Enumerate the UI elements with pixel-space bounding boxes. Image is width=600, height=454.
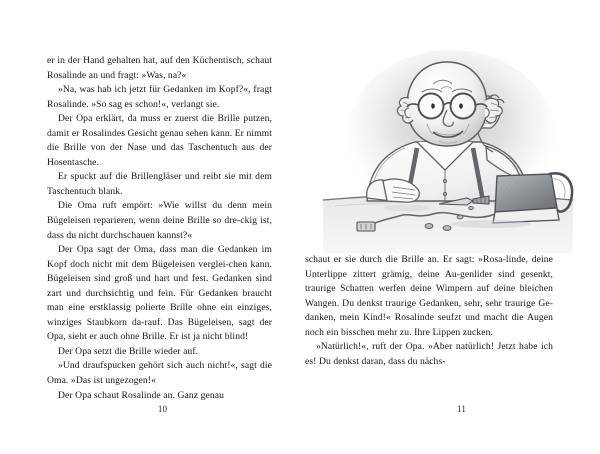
paragraph: Der Opa schaut Rosalinde an. Ganz genau <box>58 389 224 401</box>
right-page-text-block <box>305 253 553 369</box>
paragraph: Der Opa sagt der Oma, dass man die Gedanken im Kopf doch nicht mit dem Bügeleisen verglei-chen kann. Bügeleisen sind groß und hart und fest. Gedanken sind zart und durchsichtig und fein. Für Gedanken braucht man eine erstklassig polierte Brille ohne ein einziges, winziges Staubkorn da-rauf. Das Bügeleisen, sagt der Opa, sieht er auch ohne Brille. Er ist ja nicht blind! <box>47 244 272 343</box>
right-page <box>300 0 600 454</box>
paragraph: »Na, was hab ich jetzt für Gedanken im Kopf?«, fragt Rosalinde. »So sag es schon!«, verlangt sie. <box>47 84 272 110</box>
page-number-left: 10 <box>157 404 168 414</box>
page-number-right: 11 <box>456 404 467 414</box>
illustration-svg <box>321 48 577 253</box>
paragraph: Der Opa setzt die Brille wieder auf. <box>58 345 199 357</box>
paragraph: schaut er sie durch die Brille an. Er sagt: »Rosa-linde, deine Unterlippe zittert grämig, deine Au-genlider sind gesenkt, traurige Schatten werfen deine Wimpern auf deine bleichen Wangen. Du denkst traurige Gedanken, sehr, sehr traurige Ge-danken, mein Kind!« Rosalinde seufzt und macht die Augen noch ein bisschen mehr zu. Ihre Lippen zucken. <box>305 254 553 338</box>
paragraph: Er spuckt auf die Brillengläser und reibt sie mit dem Taschentuch blank. <box>47 171 272 197</box>
paragraph: »Und draufspucken gehört sich auch nicht!«, sagt die Oma. »Das ist ungezogen!« <box>47 360 272 387</box>
paragraph: er in der Hand gehalten hat, auf den Küchentisch, schaut Rosalinde an und fragt: »Was, na?« <box>47 55 272 81</box>
paragraph: Die Oma ruft empört: »Wie willst du denn mein Bügeleisen reparieren, wenn deine Brille so dre-ckig ist, dass du nicht durchschauen kannst?« <box>47 200 272 241</box>
illustration-grandfather-with-iron <box>321 48 577 253</box>
paragraph: »Natürlich!«, ruft der Opa. »Aber natürlich! Jetzt habe ich es! Du denkst daran, dass du nächs- <box>305 341 553 367</box>
left-page-text-block <box>47 54 272 403</box>
paragraph: Der Opa erklärt, da muss er zuerst die Brille putzen, damit er Rosalindes Gesicht genau sehen kann. Er nimmt die Brille von der Nase und das Taschentuch aus der Hosentasche. <box>47 113 272 168</box>
